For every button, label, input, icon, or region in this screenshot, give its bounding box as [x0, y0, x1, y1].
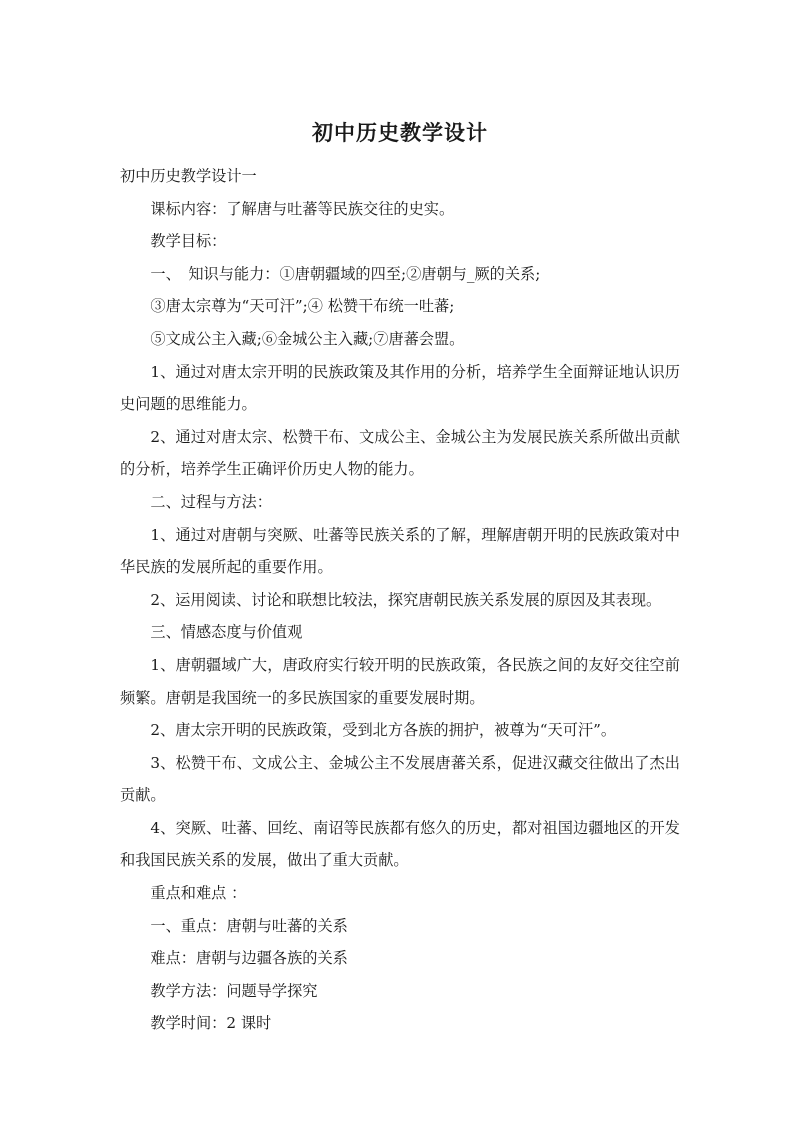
paragraph: 3、松赞干布、文成公主、金城公主不发展唐蕃关系，促进汉藏交往做出了杰出贡献。 — [120, 753, 680, 805]
paragraph: 2、通过对唐太宗、松赞干布、文成公主、金城公主为发展民族关系所做出贡献的分析，培养学生正确评价历史人物的能力。 — [120, 427, 680, 479]
document-title: 初中历史教学设计 — [312, 121, 488, 145]
paragraph: ⑤文成公主入藏;⑥金城公主入藏;⑦唐蕃会盟。 — [150, 329, 465, 348]
paragraph: 二、过程与方法： — [150, 492, 272, 511]
paragraph: 一、重点：唐朝与吐蕃的关系 — [150, 916, 348, 935]
paragraph: ③唐太宗尊为“天可汗”;④ 松赞干布统一吐蕃; — [150, 297, 455, 316]
paragraph: 重点和难点 ： — [150, 884, 247, 903]
paragraph: 难点：唐朝与边疆各族的关系 — [150, 949, 348, 968]
paragraph: 一、 知识与能力：①唐朝疆域的四至;②唐朝与_厥的关系; — [150, 264, 541, 283]
paragraph: 初中历史教学设计一 — [120, 167, 257, 185]
paragraph: 三、情感态度与价值观 — [150, 623, 303, 642]
paragraph: 2、运用阅读、讨论和联想比较法，探究唐朝民族关系发展的原因及其表现。 — [150, 590, 662, 609]
paragraph: 教学方法：问题导学探究 — [150, 981, 318, 1000]
paragraph: 1、通过对唐朝与突厥、吐蕃等民族关系的了解，理解唐朝开明的民族政策对中华民族的发展所起的重要作用。 — [120, 525, 680, 577]
paragraph: 4、突厥、吐蕃、回纥、南诏等民族都有悠久的历史，都对祖国边疆地区的开发和我国民族关系的发展，做出了重大贡献。 — [120, 818, 680, 870]
paragraph: 教学目标： — [150, 232, 227, 251]
paragraph: 课标内容：了解唐与吐蕃等民族交往的史实。 — [150, 199, 455, 218]
paragraph: 1、唐朝疆域广大，唐政府实行较开明的民族政策，各民族之间的友好交往空前频繁。唐朝是我国统一的多民族国家的重要发展时期。 — [120, 655, 680, 707]
paragraph: 2、唐太宗开明的民族政策，受到北方各族的拥护，被尊为“天可汗”。 — [150, 721, 617, 740]
paragraph: 1、通过对唐太宗开明的民族政策及其作用的分析，培养学生全面辩证地认识历史问题的思维能力。 — [120, 362, 680, 414]
paragraph: 教学时间：2 课时 — [150, 1014, 272, 1033]
document-body — [120, 160, 680, 1040]
